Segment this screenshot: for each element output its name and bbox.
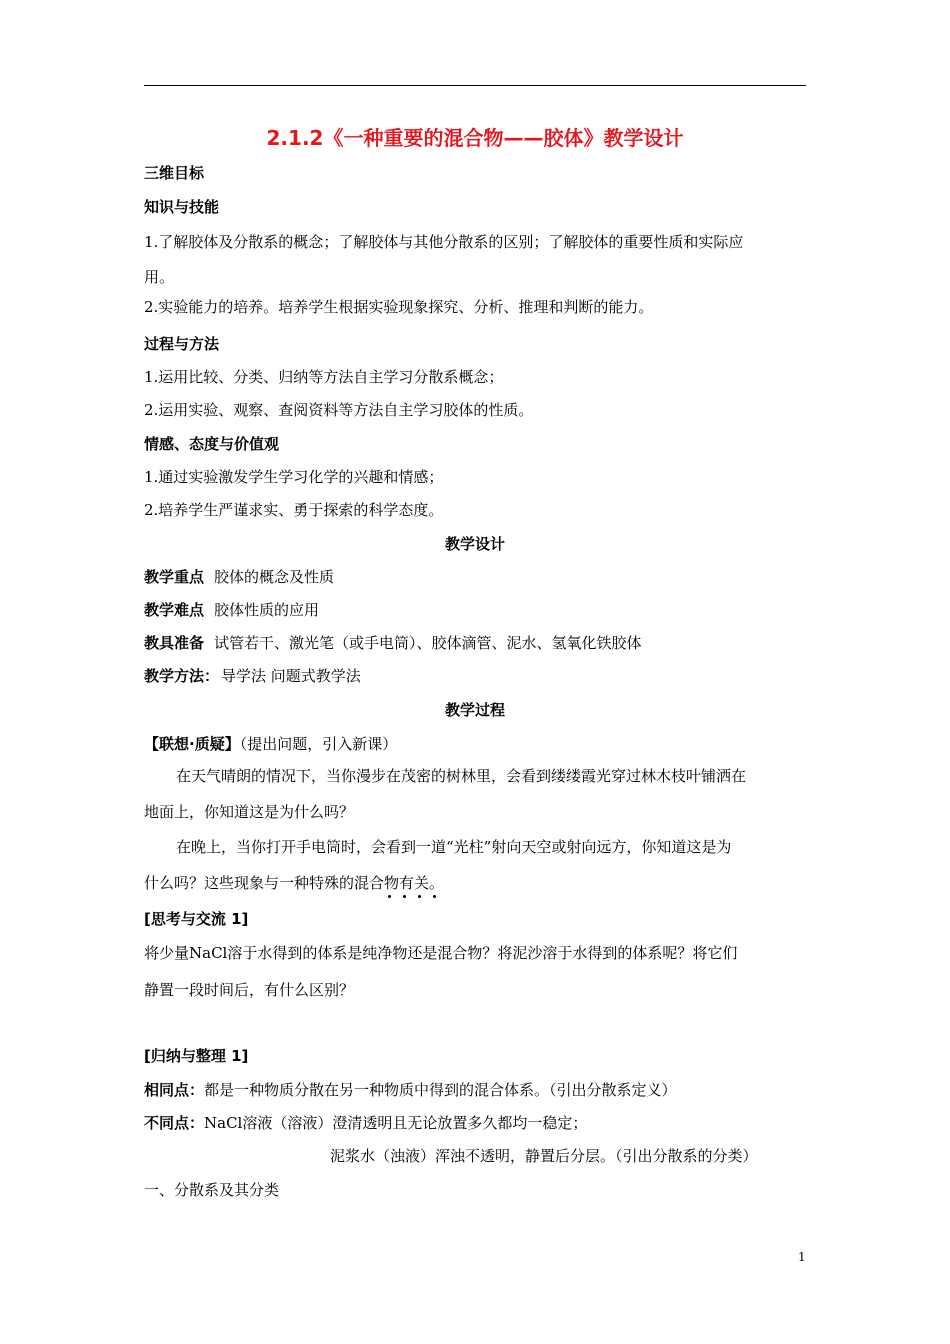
teaching-key-value: 胶体的概念及性质 [214, 568, 335, 586]
process-method-item-1: 1.运用比较、分类、归纳等方法自主学习分散系概念； [144, 368, 504, 386]
design-heading: 教学设计 [444, 535, 505, 553]
teaching-tools-value: 试管若干、激光笔（或手电筒）、胶体滴管、泥水、氢氧化铁胶体 [214, 634, 642, 652]
document-title: 2.1.2《一种重要的混合物——胶体》教学设计 [266, 126, 684, 150]
think-line-2: 静置一段时间后，有什么区别？ [144, 981, 355, 999]
summary-heading: [归纳与整理 1] [144, 1047, 249, 1065]
para2-line-2: 什么吗？这些现象与一种特殊的混合物有关。 [144, 874, 445, 892]
emotion-item-1: 1.通过实验激发学生学习化学的兴趣和情感； [144, 468, 444, 486]
same-value: 都是一种物质分散在另一种物质中得到的混合体系。（引出分散系定义） [204, 1081, 677, 1099]
teaching-tools-row [144, 633, 642, 653]
page-number: 1 [798, 1250, 806, 1264]
teaching-difficulty-row [144, 600, 319, 620]
same-label: 相同点： [144, 1081, 205, 1099]
teaching-method-label: 教学方法： [144, 667, 220, 685]
teaching-key-label: 教学重点 [144, 568, 205, 586]
process-method-heading: 过程与方法 [144, 335, 220, 353]
teaching-key-row [144, 567, 334, 587]
intro-note: （提出问题，引入新课） [239, 735, 398, 753]
teaching-difficulty-value: 胶体性质的应用 [214, 601, 320, 619]
knowledge-heading: 知识与技能 [144, 198, 220, 216]
header-rule [144, 85, 806, 86]
para1-line-2: 地面上，你知道这是为什么吗？ [144, 803, 355, 821]
emotion-item-2: 2.培养学生严谨求实、勇于探索的科学态度。 [144, 501, 444, 519]
diff-line-2: 泥浆水（浊液）浑浊不透明，静置后分层。（引出分散系的分类） [330, 1147, 758, 1165]
teaching-method-value: 导学法 问题式教学法 [221, 667, 361, 685]
diff-label: 不同点： [144, 1114, 205, 1132]
objectives-heading: 三维目标 [144, 164, 205, 182]
para1-line-1: 在天气晴朗的情况下，当你漫步在茂密的树林里，会看到缕缕霞光穿过林木枝叶铺洒在 [176, 767, 747, 785]
process-method-item-2: 2.运用实验、观察、查阅资料等方法自主学习胶体的性质。 [144, 401, 534, 419]
diff-value: NaCl溶液（溶液）澄清透明且无论放置多久都均一稳定； [204, 1114, 588, 1132]
teaching-difficulty-label: 教学难点 [144, 601, 205, 619]
think-line-1: 将少量NaCl溶于水得到的体系是纯净物还是混合物？将泥沙溶于水得到的体系呢？将它们 [144, 944, 738, 962]
emphasis-dot [403, 895, 406, 898]
knowledge-item-1-line-2: 用。 [144, 268, 175, 286]
intro-label: 【联想·质疑】 [144, 735, 240, 753]
teaching-tools-label: 教具准备 [144, 634, 205, 652]
think-heading: [思考与交流 1] [144, 910, 249, 928]
process-heading: 教学过程 [444, 701, 505, 719]
knowledge-item-2: 2.实验能力的培养。培养学生根据实验现象探究、分析、推理和判断的能力。 [144, 298, 654, 316]
emphasis-dot [418, 895, 421, 898]
teaching-method-row [144, 666, 361, 686]
same-row [144, 1080, 677, 1100]
diff-row [144, 1113, 587, 1133]
intro-row [144, 734, 397, 754]
emphasis-dot [433, 895, 436, 898]
para2-line-1: 在晚上，当你打开手电筒时，会看到一道“光柱”射向天空或射向远方，你知道这是为 [176, 838, 732, 856]
knowledge-item-1-line-1: 1.了解胶体及分散系的概念；了解胶体与其他分散系的区别；了解胶体的重要性质和实际应 [144, 233, 744, 251]
emphasis-dot [388, 895, 391, 898]
section-1-heading: 一、分散系及其分类 [144, 1181, 280, 1199]
emotion-heading: 情感、态度与价值观 [144, 435, 280, 453]
